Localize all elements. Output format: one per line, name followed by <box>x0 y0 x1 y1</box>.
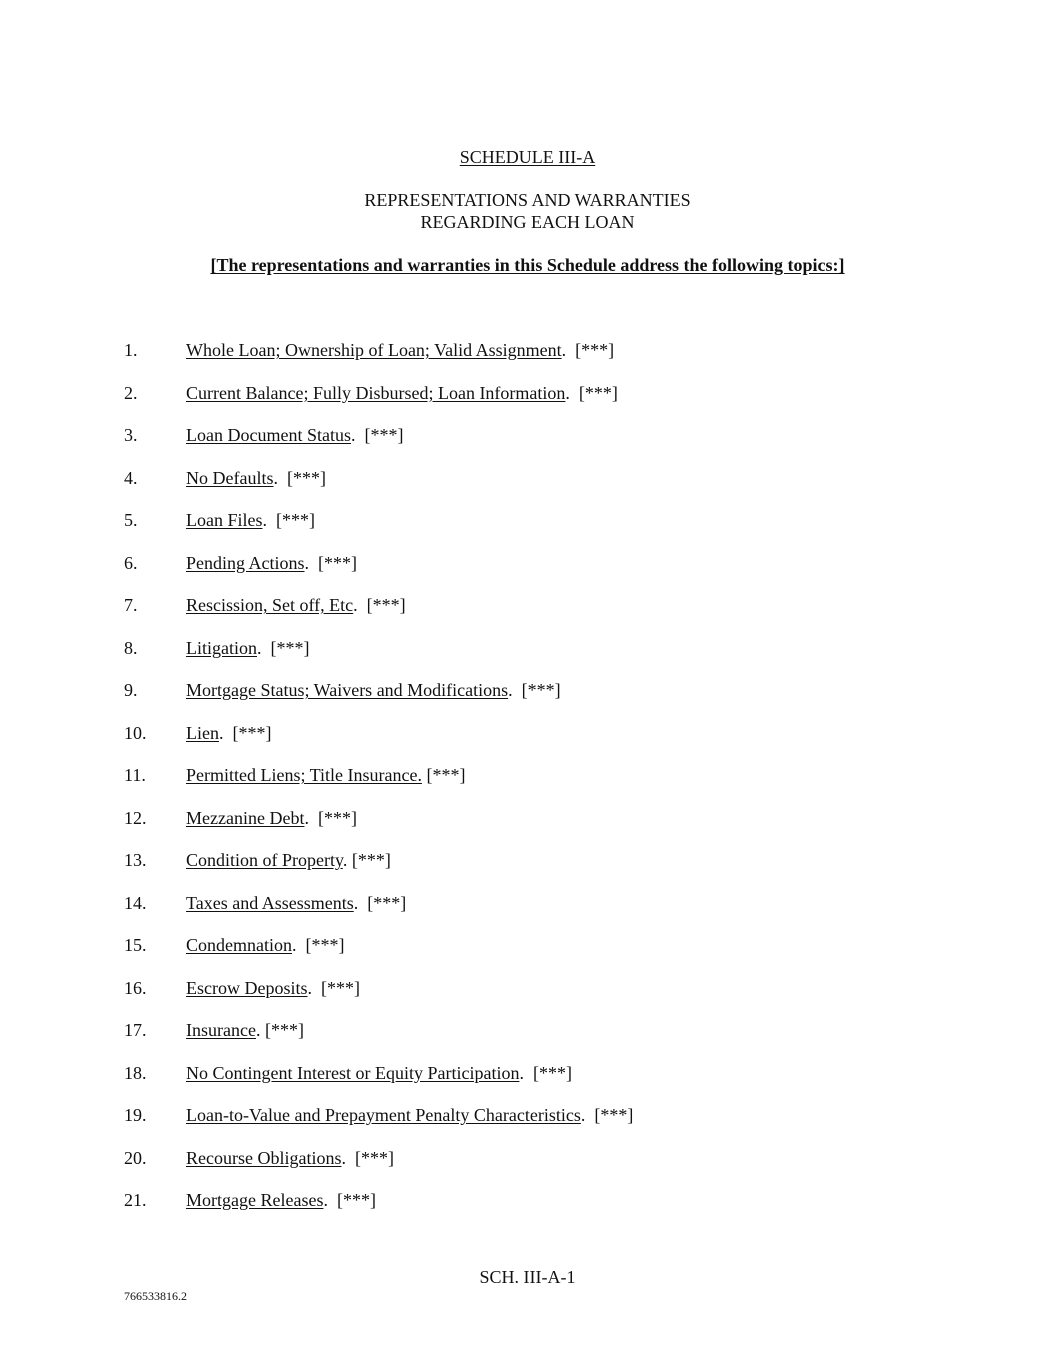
item-number: 21. <box>124 1190 147 1210</box>
item-title: Mezzanine Debt <box>186 807 305 828</box>
list-item <box>0 637 1055 680</box>
item-title: Condition of Property <box>186 850 343 870</box>
item-suffix: . [***] <box>292 935 345 955</box>
item-suffix: . [***] <box>341 1147 394 1168</box>
item-suffix: . [***] <box>565 382 618 403</box>
item-number: 15. <box>124 935 147 955</box>
item-title: Current Balance; Fully Disbursed; Loan Information <box>186 382 566 403</box>
item-suffix: . [***] <box>307 977 360 998</box>
item-suffix: . [***] <box>304 807 357 828</box>
item-number: 14. <box>124 892 147 913</box>
item-title: Pending Actions <box>186 552 305 573</box>
item-suffix: . [***] <box>353 595 406 615</box>
item-suffix: . [***] <box>561 340 615 360</box>
list-item <box>0 339 1055 382</box>
item-title: Loan Document Status <box>186 425 351 445</box>
item-suffix: . [***] <box>342 850 391 870</box>
list-item <box>0 509 1055 552</box>
item-title: Escrow Deposits <box>186 977 308 998</box>
item-number: 1. <box>124 340 138 360</box>
list-item <box>0 849 1055 892</box>
list-item <box>0 1019 1055 1062</box>
list-item <box>0 679 1055 722</box>
item-suffix: . [***] <box>273 467 326 488</box>
list-item <box>0 1062 1055 1105</box>
item-number: 20. <box>124 1147 147 1168</box>
item-title: Mortgage Status; Waivers and Modifications <box>186 680 509 700</box>
item-suffix: . [***] <box>508 680 561 700</box>
item-suffix: . [***] <box>519 1062 572 1083</box>
item-title: Litigation <box>186 637 257 658</box>
item-suffix: . [***] <box>262 510 315 530</box>
item-title: Condemnation <box>186 935 292 955</box>
intro-statement: [The representations and warranties in this Schedule address the following topics:] <box>210 255 845 275</box>
item-number: 3. <box>124 425 138 445</box>
item-title: Lien <box>186 722 219 743</box>
item-title: Insurance <box>186 1020 256 1040</box>
item-title: Whole Loan; Ownership of Loan; Valid Assignment <box>186 340 562 360</box>
list-item <box>0 934 1055 977</box>
page-label: SCH. III-A-1 <box>479 1267 576 1287</box>
item-title: Taxes and Assessments <box>186 892 354 913</box>
item-title: No Defaults <box>186 467 274 488</box>
item-number: 11. <box>124 765 146 785</box>
item-number: 19. <box>124 1105 147 1125</box>
item-number: 7. <box>124 595 138 615</box>
topics-list <box>0 339 1055 1232</box>
list-item <box>0 764 1055 807</box>
item-title: Loan Files <box>186 510 263 530</box>
item-title: Recourse Obligations <box>186 1147 342 1168</box>
list-item <box>0 594 1055 637</box>
item-suffix: . [***] <box>255 1020 304 1040</box>
list-item <box>0 552 1055 595</box>
item-suffix: . [***] <box>323 1190 376 1210</box>
list-item <box>0 977 1055 1020</box>
item-number: 18. <box>124 1062 147 1083</box>
item-suffix: [***] <box>421 765 466 785</box>
list-item <box>0 722 1055 765</box>
item-title: Mortgage Releases <box>186 1190 324 1210</box>
item-number: 12. <box>124 807 147 828</box>
item-suffix: . [***] <box>219 722 272 743</box>
item-suffix: . [***] <box>353 892 407 913</box>
list-item <box>0 382 1055 425</box>
document-id: 766533816.2 <box>124 1289 187 1303</box>
item-title: No Contingent Interest or Equity Participation <box>186 1062 520 1083</box>
item-number: 5. <box>124 510 138 530</box>
item-number: 4. <box>124 467 138 488</box>
list-item <box>0 1147 1055 1190</box>
heading-line-1: REPRESENTATIONS AND WARRANTIES <box>364 190 691 210</box>
item-number: 10. <box>124 722 147 743</box>
list-item <box>0 807 1055 850</box>
item-suffix: . [***] <box>257 637 310 658</box>
item-title: Permitted Liens; Title Insurance. <box>186 765 422 785</box>
item-number: 8. <box>124 637 138 658</box>
heading-line-2: REGARDING EACH LOAN <box>420 212 635 232</box>
item-number: 9. <box>124 680 138 700</box>
item-number: 13. <box>124 850 147 870</box>
list-item <box>0 424 1055 467</box>
schedule-title: SCHEDULE III-A <box>459 147 596 167</box>
item-suffix: . [***] <box>304 552 358 573</box>
item-number: 16. <box>124 977 147 998</box>
list-item <box>0 892 1055 935</box>
item-title: Rescission, Set off, Etc <box>186 595 354 615</box>
item-suffix: . [***] <box>580 1105 634 1125</box>
item-number: 17. <box>124 1020 147 1040</box>
list-item <box>0 467 1055 510</box>
item-number: 2. <box>124 382 138 403</box>
item-title: Loan-to-Value and Prepayment Penalty Characteristics <box>186 1105 581 1125</box>
list-item <box>0 1189 1055 1232</box>
list-item <box>0 1104 1055 1147</box>
item-suffix: . [***] <box>350 425 404 445</box>
item-number: 6. <box>124 552 138 573</box>
